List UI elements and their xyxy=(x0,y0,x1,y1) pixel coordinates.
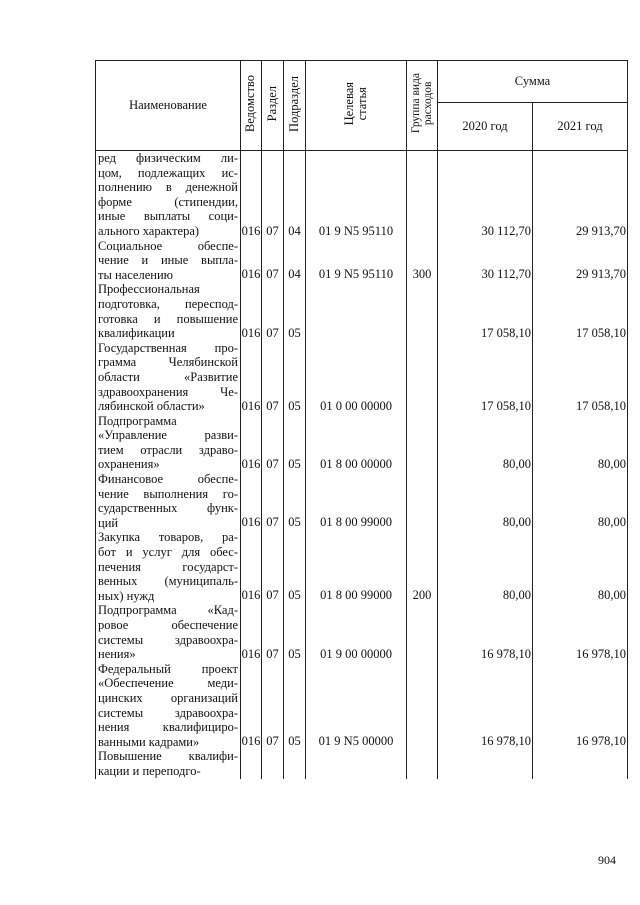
row-sum-2021 xyxy=(533,749,628,778)
table-row xyxy=(96,603,628,661)
row-sum-2020: 17 058,10 xyxy=(438,341,533,414)
row-name xyxy=(96,239,241,283)
row-subsection xyxy=(284,749,306,778)
header-name: Наименование xyxy=(96,61,241,151)
row-expense-group xyxy=(407,603,438,661)
table-row xyxy=(96,341,628,414)
row-name-line: «Обеспечение меди- xyxy=(98,676,238,691)
row-name-line: цинских организаций xyxy=(98,690,238,705)
row-sum-2021: 80,00 xyxy=(533,472,628,530)
row-name-line: ровое обеспечение xyxy=(98,618,238,632)
table-row xyxy=(96,530,628,603)
row-sum-2021: 17 058,10 xyxy=(533,282,628,340)
row-name xyxy=(96,662,241,750)
row-name-line: иные выплаты соци- xyxy=(98,209,238,224)
row-target-item xyxy=(306,749,407,778)
row-name-line: Профессиональная xyxy=(98,282,200,297)
row-name-line: Социальное обеспе- xyxy=(98,238,238,253)
row-target-item: 01 9 N5 00000 xyxy=(306,662,407,750)
row-name-line: грамма Челябинской xyxy=(98,355,238,370)
row-name-line: кации и переподго- xyxy=(98,763,201,778)
row-name-line: нения» xyxy=(98,647,136,662)
row-name-line: здравоохранения Че- xyxy=(98,384,238,399)
row-target-item: 01 8 00 99000 xyxy=(306,472,407,530)
row-name-line: форме (стипендии, xyxy=(98,194,238,209)
table-row xyxy=(96,749,628,778)
row-name xyxy=(96,530,241,603)
row-subsection: 05 xyxy=(284,472,306,530)
row-target-item: 01 9 N5 95110 xyxy=(306,239,407,283)
row-department: 016 xyxy=(241,414,262,472)
row-name-line: Повышение квалифи- xyxy=(98,749,238,764)
row-section: 07 xyxy=(262,472,284,530)
row-section: 07 xyxy=(262,239,284,283)
row-name-line: охранения» xyxy=(98,457,160,472)
row-subsection: 05 xyxy=(284,414,306,472)
row-name xyxy=(96,472,241,530)
table-row xyxy=(96,282,628,340)
header-year-2020: 2020 год xyxy=(438,103,533,151)
row-name-line: Государственная про- xyxy=(98,340,238,355)
row-name xyxy=(96,414,241,472)
row-section: 07 xyxy=(262,662,284,750)
row-section: 07 xyxy=(262,414,284,472)
row-name-line: сударственных функ- xyxy=(98,501,238,516)
row-name-line: печения государст- xyxy=(98,559,238,574)
table-row xyxy=(96,151,628,239)
row-department: 016 xyxy=(241,662,262,750)
row-sum-2020: 30 112,70 xyxy=(438,239,533,283)
row-name-line: области «Развитие xyxy=(98,369,238,384)
row-name xyxy=(96,282,241,340)
row-target-item xyxy=(306,282,407,340)
header-year-2021: 2021 год xyxy=(533,103,628,151)
row-sum-2020: 17 058,10 xyxy=(438,282,533,340)
row-sum-2020: 80,00 xyxy=(438,472,533,530)
row-sum-2020: 16 978,10 xyxy=(438,603,533,661)
row-name xyxy=(96,749,241,778)
row-section: 07 xyxy=(262,530,284,603)
row-subsection: 04 xyxy=(284,239,306,283)
row-name-line: Финансовое обеспе- xyxy=(98,472,238,487)
row-name-line: ванными кадрами» xyxy=(98,734,200,749)
row-expense-group: 200 xyxy=(407,530,438,603)
table-row xyxy=(96,662,628,750)
row-expense-group xyxy=(407,472,438,530)
row-sum-2021: 29 913,70 xyxy=(533,151,628,239)
row-department: 016 xyxy=(241,530,262,603)
row-expense-group xyxy=(407,662,438,750)
row-subsection: 05 xyxy=(284,282,306,340)
row-name-line: Закупка товаров, ра- xyxy=(98,530,238,545)
row-name-line: бот и услуг для обес- xyxy=(98,545,238,560)
row-target-item: 01 8 00 99000 xyxy=(306,530,407,603)
row-target-item: 01 8 00 00000 xyxy=(306,414,407,472)
row-name-line: чение выполнения го- xyxy=(98,486,238,501)
row-sum-2021: 29 913,70 xyxy=(533,239,628,283)
header-section: Раздел xyxy=(262,61,284,151)
row-department: 016 xyxy=(241,239,262,283)
header-expense-group: Группа вида расходов xyxy=(407,61,438,151)
row-name-line: системы здравоохра- xyxy=(98,632,238,647)
row-sum-2021: 17 058,10 xyxy=(533,341,628,414)
header-sum: Сумма xyxy=(438,61,628,103)
row-department xyxy=(241,749,262,778)
row-sum-2020: 16 978,10 xyxy=(438,662,533,750)
table-row xyxy=(96,472,628,530)
page-number: 904 xyxy=(598,853,616,867)
row-name-line: системы здравоохра- xyxy=(98,705,238,720)
table-header xyxy=(96,61,628,151)
row-expense-group xyxy=(407,414,438,472)
row-department: 016 xyxy=(241,151,262,239)
row-name-line: «Управление разви- xyxy=(98,428,238,443)
table-row xyxy=(96,414,628,472)
row-subsection: 05 xyxy=(284,662,306,750)
budget-table xyxy=(95,60,628,779)
row-target-item: 01 9 00 00000 xyxy=(306,603,407,661)
row-name xyxy=(96,603,241,661)
row-name-line: лябинской области» xyxy=(98,399,205,414)
row-name-line: венных (муниципаль- xyxy=(98,574,238,589)
row-expense-group xyxy=(407,749,438,778)
row-subsection: 05 xyxy=(284,603,306,661)
row-name-line: Подпрограмма xyxy=(98,413,177,428)
row-sum-2021: 80,00 xyxy=(533,414,628,472)
row-expense-group xyxy=(407,341,438,414)
row-name-line: цом, подлежащих ис- xyxy=(98,165,238,180)
row-name-line: квалификации xyxy=(98,326,175,341)
row-name-line: ты населению xyxy=(98,267,173,282)
row-department: 016 xyxy=(241,282,262,340)
row-name-line: полнению в денежной xyxy=(98,180,238,195)
row-name-line: Федеральный проект xyxy=(98,661,238,676)
row-sum-2020: 30 112,70 xyxy=(438,151,533,239)
row-department: 016 xyxy=(241,603,262,661)
row-name xyxy=(96,341,241,414)
row-name-line: чение и иные выпла- xyxy=(98,253,238,268)
row-sum-2021: 16 978,10 xyxy=(533,662,628,750)
row-sum-2020 xyxy=(438,749,533,778)
row-subsection: 05 xyxy=(284,341,306,414)
row-expense-group xyxy=(407,282,438,340)
row-name-line: тием отрасли здраво- xyxy=(98,442,238,457)
row-name-line: готовка и повышение xyxy=(98,311,238,326)
header-subsection: Подраздел xyxy=(284,61,306,151)
header-target-item: Целевая статья xyxy=(306,61,407,151)
row-name-line: ций xyxy=(98,515,119,530)
row-name-line: ных) нужд xyxy=(98,588,155,603)
row-name-line: ред физическим ли- xyxy=(98,151,238,165)
row-name-line: Подпрограмма «Кад- xyxy=(98,603,238,618)
row-name-line: нения квалифициро- xyxy=(98,720,238,735)
row-section xyxy=(262,749,284,778)
row-name-line: ального характера) xyxy=(98,223,200,238)
row-section: 07 xyxy=(262,341,284,414)
row-section: 07 xyxy=(262,603,284,661)
row-subsection: 04 xyxy=(284,151,306,239)
row-department: 016 xyxy=(241,472,262,530)
row-target-item: 01 9 N5 95110 xyxy=(306,151,407,239)
row-subsection: 05 xyxy=(284,530,306,603)
header-department: Ведомство xyxy=(241,61,262,151)
table-body xyxy=(96,151,628,779)
row-name xyxy=(96,151,241,239)
row-target-item: 01 0 00 00000 xyxy=(306,341,407,414)
row-name-line: подготовка, переспод- xyxy=(98,296,238,311)
table-row xyxy=(96,239,628,283)
row-sum-2021: 80,00 xyxy=(533,530,628,603)
row-sum-2021: 16 978,10 xyxy=(533,603,628,661)
row-expense-group: 300 xyxy=(407,239,438,283)
row-section: 07 xyxy=(262,282,284,340)
row-expense-group xyxy=(407,151,438,239)
row-sum-2020: 80,00 xyxy=(438,414,533,472)
row-department: 016 xyxy=(241,341,262,414)
row-section: 07 xyxy=(262,151,284,239)
row-sum-2020: 80,00 xyxy=(438,530,533,603)
